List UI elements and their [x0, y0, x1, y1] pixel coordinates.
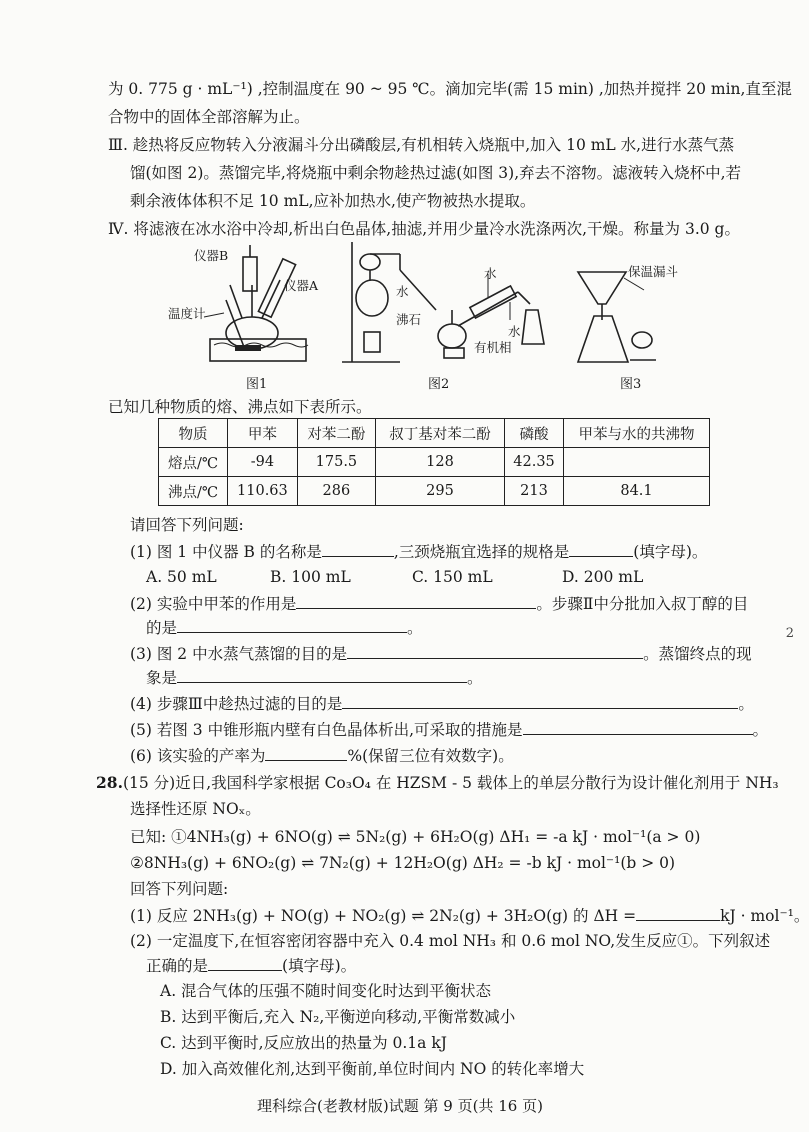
table-header-cell: 甲苯	[228, 419, 298, 448]
q27-1-text: ,三颈烧瓶宜选择的规格是	[393, 543, 570, 561]
figure-2-label: 有机相	[474, 340, 512, 355]
melting-boiling-table	[158, 418, 710, 506]
table-header-cell: 甲苯与水的共沸物	[564, 419, 710, 448]
figure-2-apparatus	[340, 240, 560, 370]
figure-2-label: 水	[396, 284, 409, 299]
q27-3-cont	[146, 666, 483, 689]
table-header-cell: 叔丁基对苯二酚	[376, 419, 505, 448]
q27-1	[130, 540, 707, 563]
para-line: 馏(如图 2)。蒸馏完毕,将烧瓶中剩余物趁热过滤(如图 3),弃去不溶物。滤液转入烧杯中,若	[130, 164, 742, 182]
q27-1-text: (填字母)。	[633, 543, 708, 561]
figure-2-caption: 图2	[428, 377, 450, 392]
q27-3-text: 。	[467, 669, 483, 687]
table-cell: 110.63	[228, 477, 298, 506]
figure-1-apparatus	[190, 245, 340, 380]
answer-blank[interactable]	[342, 692, 738, 709]
q28-2-option-c: C. 达到平衡时,反应放出的热量为 0.1a kJ	[160, 1034, 447, 1052]
table-cell: 286	[297, 477, 375, 506]
q27-2-cont	[146, 616, 423, 639]
table-cell: 42.35	[505, 448, 564, 477]
q28-prompt: 回答下列问题:	[130, 880, 229, 898]
para-line: Ⅳ. 将滤液在冰水浴中冷却,析出白色晶体,抽滤,并用少量冷水洗涤两次,干燥。称量为 3.0 g。	[108, 220, 740, 238]
q27-1-text: (1) 图 1 中仪器 B 的名称是	[130, 543, 322, 561]
answer-blank[interactable]	[347, 642, 643, 659]
q27-6-text: (6) 该实验的产率为	[130, 747, 266, 765]
q27-2-text: 的是	[146, 619, 178, 637]
q27-3-text: (3) 图 2 中水蒸气蒸馏的目的是	[130, 645, 348, 663]
q27-4-text: (4) 步骤Ⅲ中趁热过滤的目的是	[130, 695, 343, 713]
table-cell: 175.5	[297, 448, 375, 477]
table-cell: -94	[228, 448, 298, 477]
figure-1-label: 仪器B	[194, 248, 229, 263]
answer-blank[interactable]	[177, 616, 407, 633]
para-line: 为 0. 775 g · mL⁻¹) ,控制温度在 90 ~ 95 ℃。滴加完毕(需 15 min) ,加热并搅拌 20 min,直至混	[108, 80, 792, 98]
q28-2-text: (填字母)。	[282, 957, 357, 975]
answer-blank[interactable]	[177, 666, 467, 683]
figure-1-label: 温度计	[168, 306, 206, 321]
para-line: 剩余液体体积不足 10 mL,应补加热水,使产物被热水提取。	[130, 192, 536, 210]
q27-2-text: 。步骤Ⅱ中分批加入叔丁醇的目	[536, 595, 749, 613]
table-header-cell: 对苯二酚	[297, 419, 375, 448]
q27-3-text: 象是	[146, 669, 178, 687]
q28-1	[130, 904, 809, 927]
table-cell: 熔点/℃	[159, 448, 228, 477]
figure-2-label: 水	[508, 324, 521, 339]
figure-2-label: 水	[484, 266, 497, 281]
table-cell: 128	[376, 448, 505, 477]
q27-1-option-d: D. 200 mL	[562, 568, 644, 586]
page-footer: 理科综合(老教材版)试题 第 9 页(共 16 页)	[257, 1097, 543, 1115]
answer-blank[interactable]	[523, 718, 753, 735]
figure-2-label: 沸石	[396, 312, 422, 327]
table-cell: 295	[376, 477, 505, 506]
table-intro: 已知几种物质的熔、沸点如下表所示。	[108, 398, 372, 416]
table-header-cell: 磷酸	[505, 419, 564, 448]
q27-6-text: %(保留三位有效数字)。	[347, 747, 514, 765]
margin-mark: 2	[785, 626, 794, 641]
figure-3-caption: 图3	[620, 377, 642, 392]
q28-score: (15 分)	[122, 774, 176, 792]
answer-blank[interactable]	[208, 954, 282, 971]
q28-intro	[96, 772, 779, 794]
q27-5-text: (5) 若图 3 中锥形瓶内壁有白色晶体析出,可采取的措施是	[130, 721, 523, 739]
table-cell	[564, 448, 710, 477]
para-line: 合物中的固体全部溶解为止。	[108, 108, 310, 126]
q27-6	[130, 744, 514, 767]
answer-blank[interactable]	[296, 592, 536, 609]
q28-number: 28.	[96, 773, 123, 792]
figure-1-label: 仪器A	[284, 278, 319, 293]
q28-intro-cont: 选择性还原 NOₓ。	[130, 800, 261, 818]
q27-4	[130, 692, 754, 715]
q28-1-text: (1) 反应 2NH₃(g) + NO(g) + NO₂(g) ⇌ 2N₂(g) + 3H₂O(g) 的 ΔH =	[130, 907, 637, 925]
table-header-cell: 物质	[159, 419, 228, 448]
table-header-row	[159, 419, 710, 448]
answer-blank[interactable]	[569, 540, 633, 557]
q27-3	[130, 642, 752, 665]
q28-2-text: 正确的是	[146, 957, 209, 975]
q27-4-text: 。	[738, 695, 754, 713]
answer-blank[interactable]	[322, 540, 394, 557]
answer-blank[interactable]	[636, 904, 720, 921]
q27-1-option-a: A. 50 mL	[146, 568, 217, 586]
q27-2-text: (2) 实验中甲苯的作用是	[130, 595, 297, 613]
figure-1-caption: 图1	[246, 377, 268, 392]
q27-2	[130, 592, 748, 615]
table-cell: 沸点/℃	[159, 477, 228, 506]
q28-2: (2) 一定温度下,在恒容密闭容器中充入 0.4 mol NH₃ 和 0.6 mol NO,发生反应①。下列叙述	[130, 932, 771, 950]
table-cell: 84.1	[564, 477, 710, 506]
q28-intro-text: 近日,我国科学家根据 Co₃O₄ 在 HZSM - 5 载体上的单层分散行为设计催化剂用于 NH₃	[175, 774, 779, 792]
q27-prompt: 请回答下列问题:	[130, 516, 244, 534]
q28-equation-2: ②8NH₃(g) + 6NO₂(g) ⇌ 7N₂(g) + 12H₂O(g) ΔH₂ = -b kJ · mol⁻¹(b > 0)	[130, 854, 676, 872]
q28-2-cont	[146, 954, 356, 977]
para-line: Ⅲ. 趁热将反应物转入分液漏斗分出磷酸层,有机相转入烧瓶中,加入 10 mL 水,进行水蒸气蒸	[108, 136, 735, 154]
q27-5-text: 。	[752, 721, 769, 739]
table-row	[159, 448, 710, 477]
figure-3-label: 保温漏斗	[628, 264, 679, 279]
q27-5	[130, 718, 768, 741]
q27-2-text: 。	[407, 619, 423, 637]
answer-blank[interactable]	[265, 744, 347, 761]
q27-1-option-c: C. 150 mL	[412, 568, 493, 586]
table-cell: 213	[505, 477, 564, 506]
q28-1-text: kJ · mol⁻¹。	[720, 907, 809, 925]
q28-2-option-d: D. 加入高效催化剂,达到平衡前,单位时间内 NO 的转化率增大	[160, 1060, 585, 1078]
q28-equation-1: 已知: ①4NH₃(g) + 6NO(g) ⇌ 5N₂(g) + 6H₂O(g) ΔH₁ = -a kJ · mol⁻¹(a > 0)	[130, 828, 701, 846]
q27-1-option-b: B. 100 mL	[270, 568, 351, 586]
q27-3-text: 。蒸馏终点的现	[643, 645, 752, 663]
q28-2-option-b: B. 达到平衡后,充入 N₂,平衡逆向移动,平衡常数减小	[160, 1008, 516, 1026]
table-row	[159, 477, 710, 506]
q28-2-option-a: A. 混合气体的压强不随时间变化时达到平衡状态	[160, 982, 492, 1000]
